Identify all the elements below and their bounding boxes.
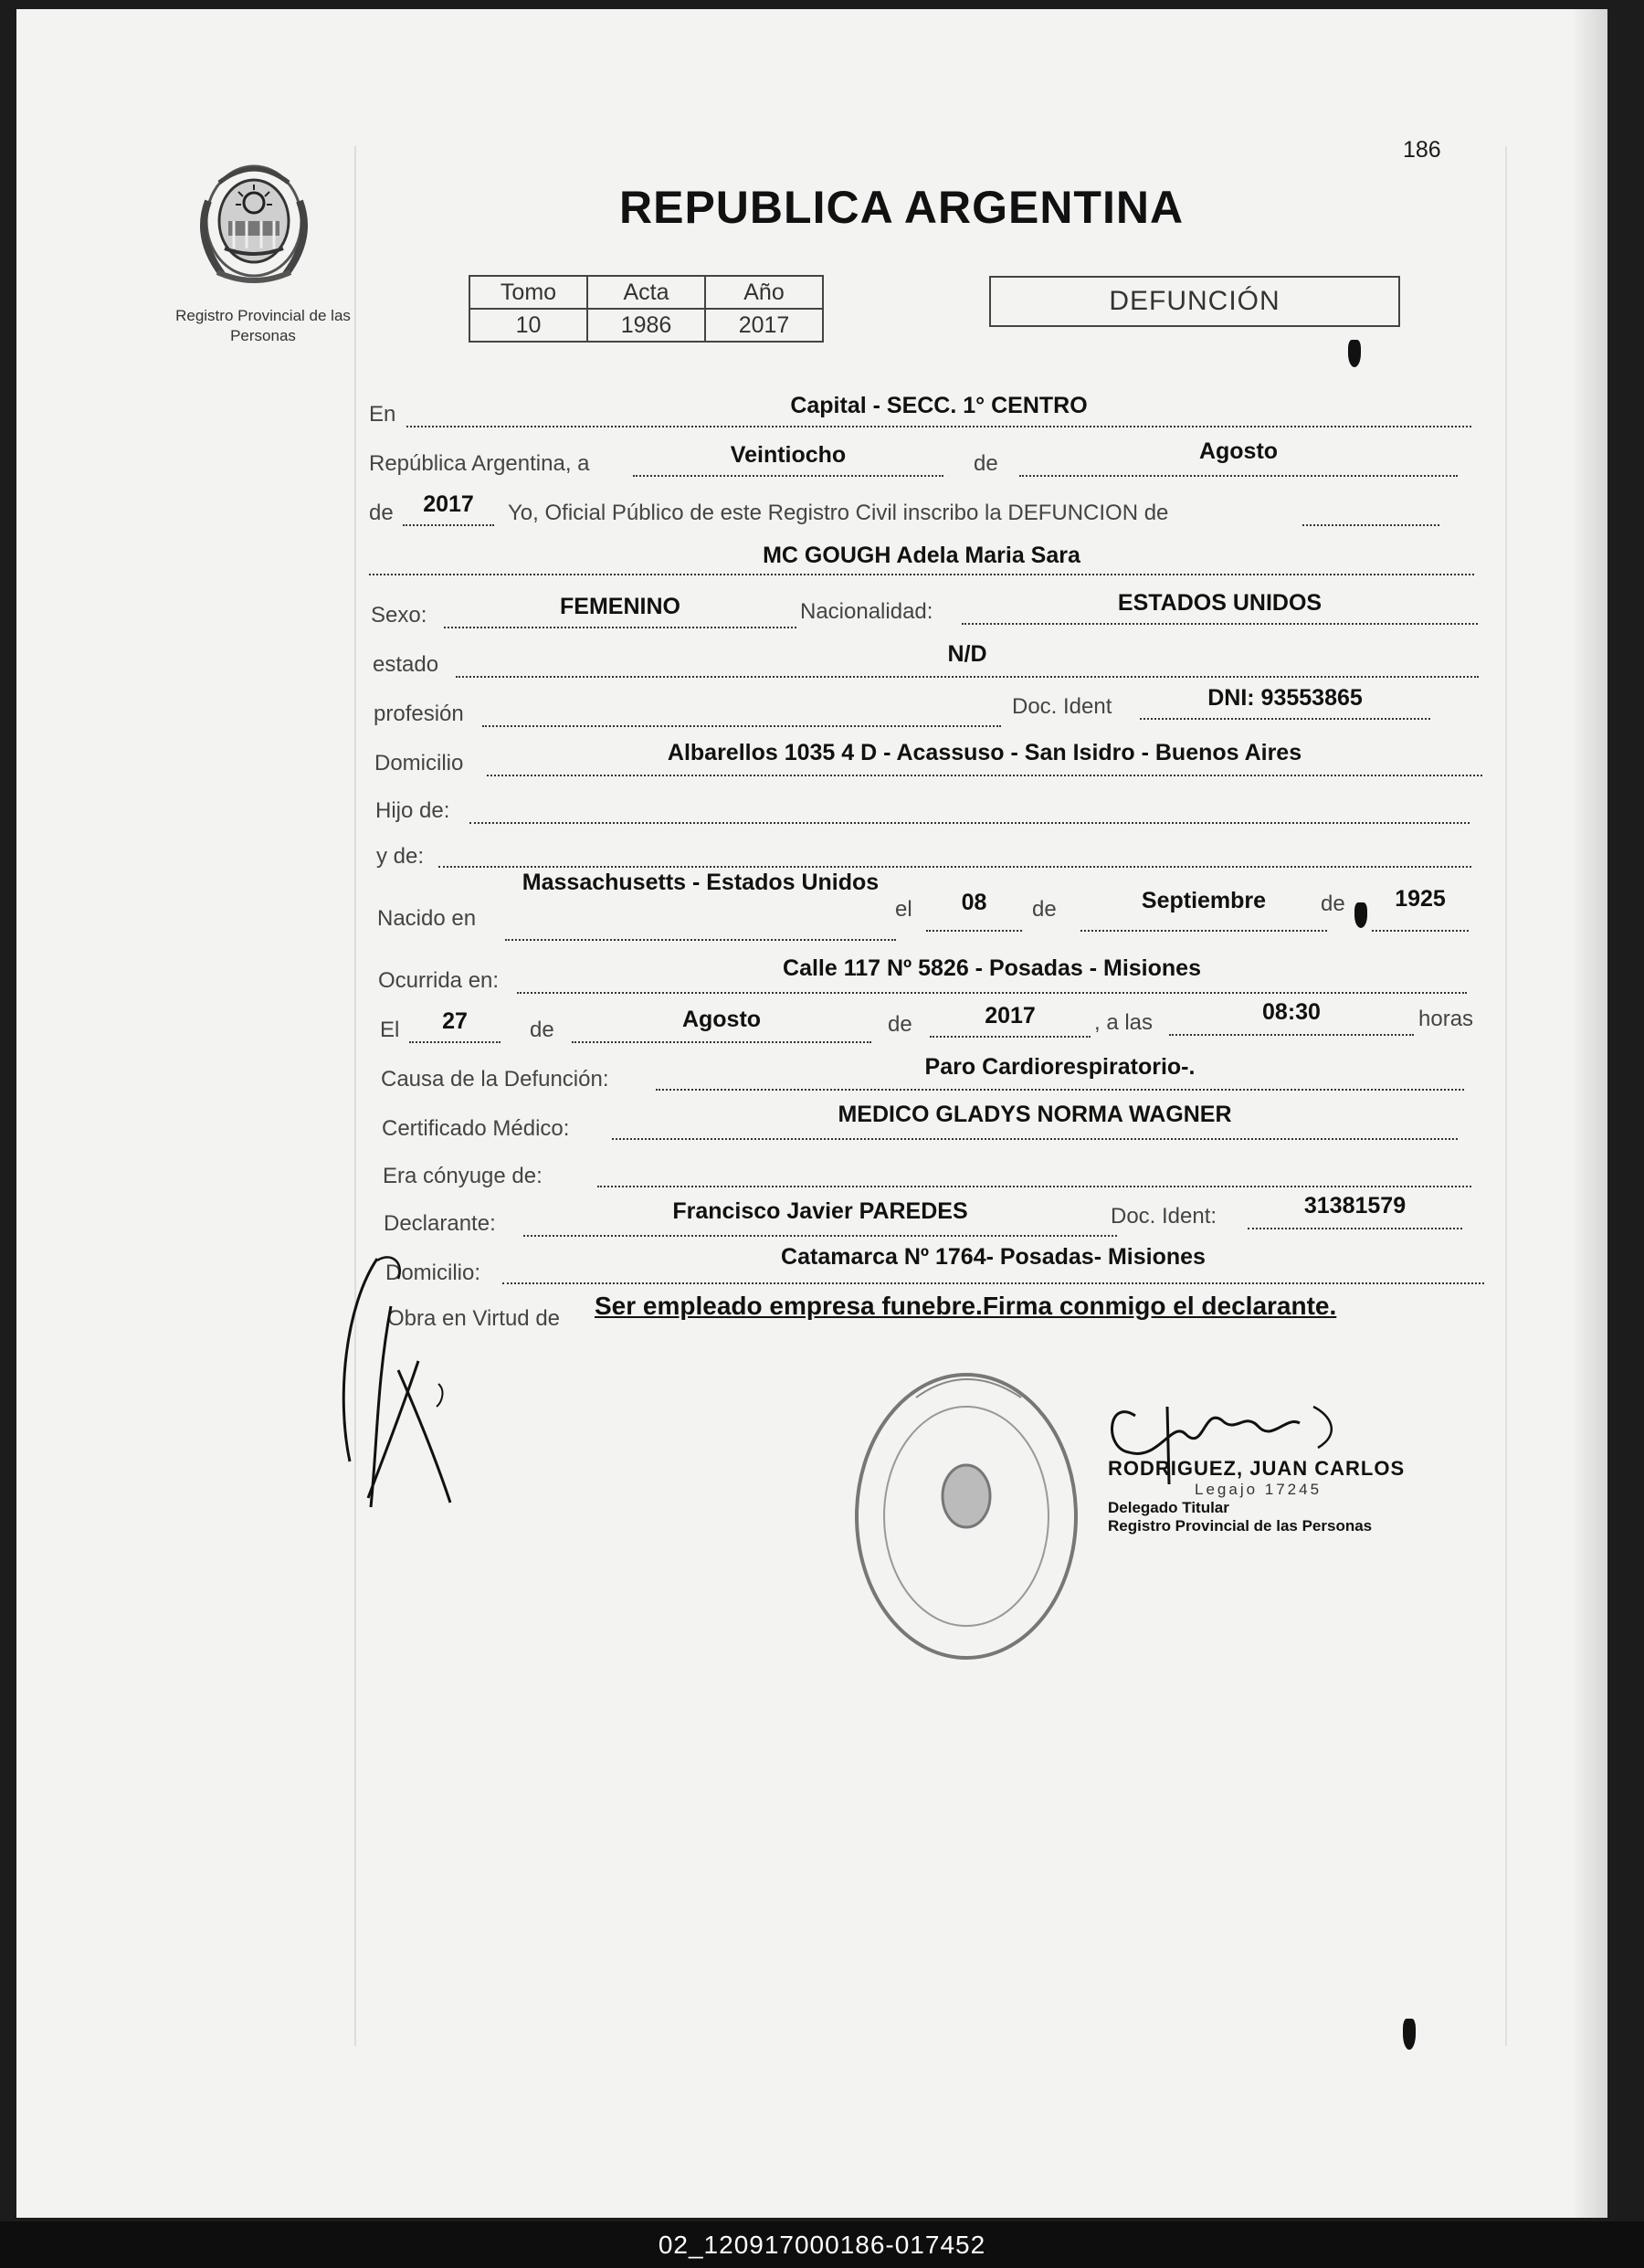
line-ocurrida-en <box>517 992 1467 994</box>
official-cargo: Delegado Titular <box>1108 1499 1229 1516</box>
label-el: el <box>895 897 912 922</box>
misiones-seal-logo <box>181 146 327 292</box>
value-nac-dia: 08 <box>961 890 987 915</box>
label-a-las: , a las <box>1094 1010 1154 1035</box>
line-documento <box>1140 718 1430 720</box>
line-def-mes <box>572 1041 871 1043</box>
value-documento: DNI: 93553865 <box>1207 685 1363 711</box>
value-def-hora: 08:30 <box>1262 999 1321 1025</box>
label-republica: República Argentina, a <box>369 451 590 476</box>
ink-mark <box>1354 902 1367 928</box>
value-def-anio: 2017 <box>985 1003 1036 1029</box>
page-number: 186 <box>1403 137 1441 163</box>
line-causa <box>656 1089 1464 1091</box>
value-domicilio: Albarellos 1035 4 D - Acassuso - San Isidro - Buenos Aires <box>667 740 1302 765</box>
line-nacionalidad <box>962 623 1478 625</box>
line-dia-texto <box>633 475 943 477</box>
label-de-2: de <box>369 501 394 525</box>
label-y-de: y de: <box>376 844 425 869</box>
line-estado <box>456 676 1479 678</box>
anio-value: 2017 <box>705 309 823 342</box>
label-hijo-de: Hijo de: <box>375 798 450 823</box>
line-sexo <box>444 627 796 628</box>
line-fallecido <box>369 574 1474 575</box>
label-de-4: de <box>1321 891 1345 916</box>
label-el-2: El <box>380 1018 400 1042</box>
label-domicilio-2: Domicilio: <box>385 1261 481 1285</box>
value-ocurrida-en: Calle 117 Nº 5826 - Posadas - Misiones <box>783 955 1201 981</box>
value-obra-en-virtud: Ser empleado empresa funebre.Firma conmigo el declarante. <box>595 1292 1337 1320</box>
line-anio <box>403 524 494 526</box>
label-certificado: Certificado Médico: <box>382 1116 570 1141</box>
line-domicilio <box>487 775 1482 776</box>
label-doc-ident: Doc. Ident <box>1012 694 1112 719</box>
certificate-page <box>16 9 1607 2218</box>
acta-header: Acta <box>587 276 705 309</box>
line-certificado <box>612 1138 1458 1140</box>
record-table-value-row <box>469 309 823 342</box>
tomo-value: 10 <box>469 309 587 342</box>
value-fallecido: MC GOUGH Adela Maria Sara <box>763 543 1080 568</box>
official-name: RODRIGUEZ, JUAN CARLOS <box>1108 1457 1406 1480</box>
line-nacido-en <box>505 939 896 941</box>
record-table <box>469 275 824 343</box>
line-nac-dia <box>926 930 1022 932</box>
line-inscribo-tail <box>1302 524 1439 526</box>
line-nac-mes <box>1080 930 1327 932</box>
label-domicilio: Domicilio <box>374 751 464 775</box>
record-type-box: DEFUNCIÓN <box>989 276 1400 327</box>
label-de-5: de <box>530 1018 554 1042</box>
value-declarante: Francisco Javier PAREDES <box>672 1198 968 1224</box>
value-estado: N/D <box>947 641 987 667</box>
line-mes <box>1019 475 1458 477</box>
label-inscribo: Yo, Oficial Público de este Registro Civil inscribo la DEFUNCION de <box>508 501 1169 525</box>
value-declarante-doc: 31381579 <box>1303 1193 1407 1218</box>
line-lugar <box>406 426 1471 427</box>
label-estado: estado <box>373 652 439 677</box>
page-edge-shadow <box>1571 9 1607 2218</box>
ink-mark <box>1403 2019 1416 2050</box>
line-def-hora <box>1169 1034 1414 1036</box>
value-certificado: MEDICO GLADYS NORMA WAGNER <box>838 1102 1232 1127</box>
label-en: En <box>369 402 396 427</box>
value-lugar: Capital - SECC. 1° CENTRO <box>790 393 1088 418</box>
official-signature-block <box>1108 1457 1405 1535</box>
ink-mark <box>1348 340 1361 367</box>
value-declarante-domicilio: Catamarca Nº 1764- Posadas- Misiones <box>781 1244 1206 1270</box>
document-title: REPUBLICA ARGENTINA <box>619 182 1185 233</box>
line-conyuge <box>597 1186 1471 1187</box>
line-declarante-doc <box>1248 1228 1462 1229</box>
right-margin-line <box>1505 146 1507 2046</box>
label-de-1: de <box>974 451 998 476</box>
label-nacido-en: Nacido en <box>377 906 477 931</box>
value-nacido-en: Massachusetts - Estados Unidos <box>522 870 880 895</box>
label-causa: Causa de la Defunción: <box>381 1067 609 1092</box>
left-margin-line <box>354 146 356 2046</box>
official-stamp <box>857 1375 1076 1658</box>
scan-id-footer: 02_120917000186-017452 <box>0 2221 1644 2268</box>
official-legajo: Legajo 17245 <box>1195 1481 1323 1498</box>
official-registro: Registro Provincial de las Personas <box>1108 1517 1373 1535</box>
line-nac-anio <box>1372 930 1469 932</box>
label-horas: horas <box>1418 1007 1474 1031</box>
label-de-6: de <box>888 1012 912 1037</box>
record-table-header-row <box>469 276 823 309</box>
value-nac-anio: 1925 <box>1395 886 1446 912</box>
value-nacionalidad: ESTADOS UNIDOS <box>1117 590 1323 616</box>
value-sexo: FEMENINO <box>560 594 680 619</box>
line-def-dia <box>409 1041 501 1043</box>
label-nacionalidad: Nacionalidad: <box>800 599 933 624</box>
registry-name: Registro Provincial de las Personas <box>175 307 351 344</box>
acta-value: 1986 <box>587 309 705 342</box>
value-def-dia: 27 <box>442 1008 468 1034</box>
line-profesion <box>482 725 1001 727</box>
label-profesion: profesión <box>374 701 464 726</box>
anio-header: Año <box>705 276 823 309</box>
line-def-anio <box>930 1036 1091 1038</box>
tomo-header: Tomo <box>469 276 587 309</box>
label-doc-ident-2: Doc. Ident: <box>1111 1204 1217 1229</box>
line-declarante <box>523 1235 1117 1237</box>
label-conyuge: Era cónyuge de: <box>383 1164 543 1188</box>
label-declarante: Declarante: <box>384 1211 496 1236</box>
value-dia-texto: Veintiocho <box>730 442 847 468</box>
label-ocurrida-en: Ocurrida en: <box>378 968 500 993</box>
value-def-mes: Agosto <box>681 1007 762 1032</box>
value-mes: Agosto <box>1198 438 1279 464</box>
line-hijo-de <box>469 822 1470 824</box>
label-sexo: Sexo: <box>371 603 427 628</box>
label-obra: Obra en Virtud de <box>387 1306 561 1331</box>
line-declarante-domicilio <box>502 1282 1484 1284</box>
value-nac-mes: Septiembre <box>1141 888 1267 913</box>
label-de-3: de <box>1032 897 1057 922</box>
value-causa: Paro Cardiorespiratorio-. <box>924 1054 1196 1080</box>
value-anio: 2017 <box>423 491 474 517</box>
